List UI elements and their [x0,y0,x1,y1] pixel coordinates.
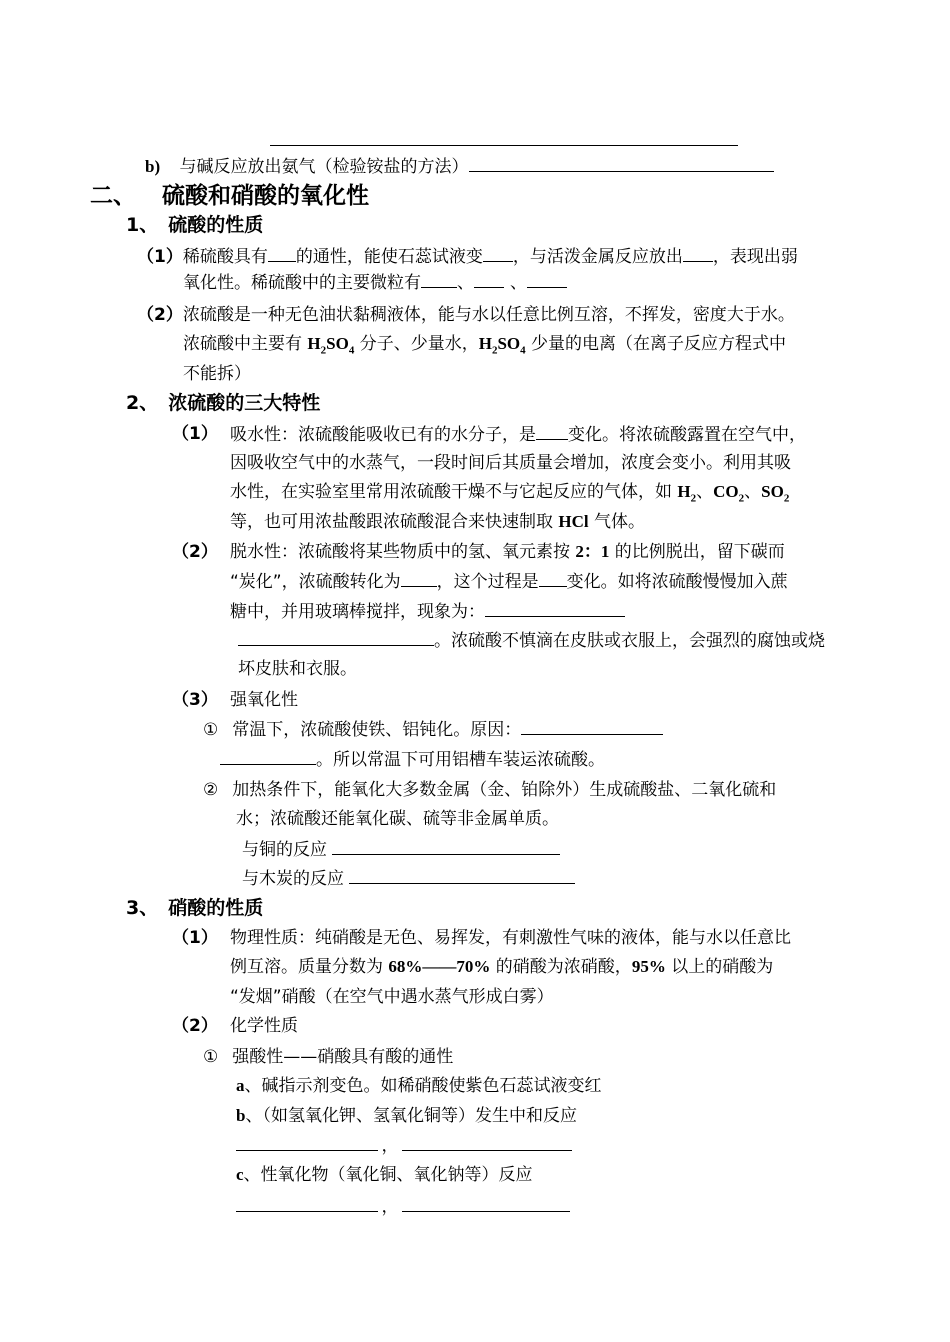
item-a-label: a [236,1076,245,1095]
blank-particle-1[interactable] [421,270,457,288]
s2-p1-text-b: 变化。将浓硫酸露置在空气中， [568,425,806,445]
s1-p2-text-3: 不能拆） [183,364,251,384]
s2-p2-line2 [230,569,788,594]
s1-p1-text-d: ，表现出弱 [712,247,798,267]
s3-p2-i1-title-line [203,1045,453,1069]
neutralization-blanks-line: ， [236,1133,572,1158]
s1-title: 硫酸的性质 [168,214,264,236]
s2-title: 浓硫酸的三大特性 [168,392,321,414]
s2-p2-line5: 坏皮肤和衣服。 [238,659,357,679]
circled-one-nitric: ① [203,1047,219,1067]
section2-title: 硫酸和硝酸的氧化性 [162,183,369,209]
s1-p1-text-b: 的通性，能使石蕊试液变 [295,247,483,267]
s2-p2-line4 [238,628,825,653]
circled-two: ② [203,780,219,800]
s2-p1-text-a: 吸水性：浓硫酸能吸收已有的水分子，是 [230,425,536,445]
s2-p1-text-d: 等，也可用浓盐酸跟浓硫酸混合来快速制取 [230,512,559,532]
item-a-text: 、碱指示剂变色。如稀硝酸使紫色石蕊试液变红 [244,1076,602,1096]
s1-p1-line1 [137,244,798,269]
blank-passivation-reason-1[interactable] [521,717,663,735]
s2-p2-label: （2） [172,542,218,562]
pct-68-70: 68%——70% [388,957,491,976]
s1-p1-line2 [183,270,567,295]
blank-neutralization-2[interactable] [402,1133,572,1151]
s2-p2-text-e: 变化。如将浓硫酸慢慢加入蔗 [566,572,788,592]
item-c-text: 、性氧化物（氧化铜、氧化钠等）反应 [243,1165,533,1185]
s3-p1-text-d: 以上的硝酸为 [665,957,774,977]
formula-h2so4-1: $H_2SO_4$ [307,334,355,357]
s2-number: 2、 [126,392,159,414]
s3-p2-title: 化学性质 [230,1016,298,1036]
blank-particle-2[interactable] [474,270,504,288]
s2-p1-text-c: 水性，在实验室里常用浓硫酸干燥不与它起反应的气体，如 [230,482,678,502]
s2-p1-label: （1） [172,424,218,444]
s1-p2-line3 [183,362,251,386]
formula-h2: $H_2$ [677,482,697,505]
blank-litmus-color[interactable] [483,244,513,262]
blank-change-type-2[interactable] [539,569,567,587]
section2-heading [90,181,369,211]
item-c-label: c [236,1165,244,1184]
s2-p3-label: （3） [172,690,218,710]
blank-particle-3[interactable] [527,270,567,288]
carbon-reaction-line [242,866,575,891]
s1-p2-text-b: 分子、少量水， [354,334,479,354]
s2-p3-title: 强氧化性 [230,690,298,710]
top-answer-line[interactable] [270,145,738,146]
s1-p1-text-c: ，与活泼金属反应放出 [512,247,683,267]
formula-h2so4-2: $H_2SO_4$ [478,334,526,357]
s1-p2-text-a: 浓硫酸中主要有 [183,334,308,354]
s2-p3-i2-line1 [203,778,776,802]
s2-p3-i1-line1 [203,717,663,742]
s3-p1-line3: “发烟”硝酸（在空气中遇水蒸气形成白雾） [230,987,554,1007]
s1-p1-text-a: 稀硫酸具有 [182,247,268,267]
item-a-line [236,1074,602,1098]
copper-reaction-line [242,837,560,862]
carbon-reaction-label: 与木炭的反应 [242,869,350,889]
s2-p2-line3 [230,599,625,624]
blank-converted-to[interactable] [401,569,437,587]
blank-neutralization-1[interactable] [236,1133,378,1151]
item-c-line [236,1163,533,1187]
s1-p1-text-e: 氧化性。稀硫酸中的主要微粒有 [183,273,421,293]
item-b-label-nitric: b [236,1106,246,1125]
item-b-label: b) [145,157,161,176]
s2-p1-text-e: 气体。 [588,512,646,532]
formula-co2: $CO_2$ [713,482,745,505]
strong-acid-title: 强酸性——硝酸具有酸的通性 [232,1047,454,1067]
s2-p1-line3: 水性，在实验室里常用浓硫酸干燥不与它起反应的气体，如 $H_2$、$CO_2$、$SO_2$ [230,482,790,505]
s3-title: 硝酸的性质 [168,897,264,919]
s2-heading [126,390,320,416]
item-b-line [236,1104,577,1128]
s2-p2-text-g: 。浓硫酸不慎滴在皮肤或衣服上，会强烈的腐蚀或烧 [434,631,825,651]
s1-number: 1、 [126,214,159,236]
oxide-blanks-line: ， [236,1194,570,1219]
blank-change-type-1[interactable] [536,422,568,440]
s2-p2-text-b: 的比例脱出，留下碳而 [609,542,785,562]
line-b-ammonia [145,154,774,179]
aluminum-tanker-text: 。所以常温下可用铝槽车装运浓硫酸。 [316,750,605,770]
s2-p2-text-a: 脱水性：浓硫酸将某些物质中的氢、氧元素按 [230,542,576,562]
blank-oxide-1[interactable] [236,1194,378,1212]
s2-p2-text-c: “炭化”，浓硫酸转化为 [230,572,401,592]
s2-p3-i1-line2 [220,747,605,772]
pct-95: 95% [631,957,666,976]
copper-reaction-label: 与铜的反应 [242,840,333,860]
blank-general-acid[interactable] [268,244,296,262]
s2-p1-line1 [230,422,806,447]
blank-oxide-2[interactable] [402,1194,570,1212]
sep-1: 、 [457,273,474,293]
s2-p2-line1 [230,540,785,564]
item-b-text: 与碱反应放出氨气（检验铵盐的方法） [179,157,469,177]
s1-p2-text-1: 浓硫酸是一种无色油状黏稠液体，能与水以任意比例互溶，不挥发，密度大于水。 [182,305,795,325]
s2-p1-line4 [230,510,645,534]
s1-p2-line1 [137,303,795,327]
blank-phenomenon-1[interactable] [485,599,625,617]
s1-p1-label: （1） [137,247,183,267]
s1-heading [126,212,263,238]
s3-number: 3、 [126,897,159,919]
formula-so2: $SO_2$ [761,482,790,505]
section2-number: 二、 [90,183,136,209]
s3-p1-text-c: 的硝酸为浓硝酸， [490,957,632,977]
s3-p1-text-b: 例互溶。质量分数为 [230,957,389,977]
s2-p2-text-d: ，这个过程是 [436,572,539,592]
blank-phenomenon-2[interactable] [238,628,434,646]
blank-passivation-reason-2[interactable] [220,747,316,765]
s1-p2-text-c: 少量的电离（在离子反应方程式中 [525,334,787,354]
s2-p3-i2-line2: 水；浓硫酸还能氧化碳、硫等非金属单质。 [236,809,559,829]
s3-p1-line2 [230,955,773,979]
formula-hcl: HCl [558,512,589,531]
heating-text: 加热条件下，能氧化大多数金属（金、铂除外）生成硫酸盐、二氧化硫和 [232,780,777,800]
s1-p2-label: （2） [137,305,183,325]
s2-p1-line2: 因吸收空气中的水蒸气，一段时间后其质量会增加，浓度会变小。利用其吸 [230,453,791,473]
ammonia-answer-blank[interactable] [469,154,774,172]
s3-p1-label: （1） [172,928,218,948]
blank-gas-released[interactable] [683,244,713,262]
sep-2: 、 [510,273,527,293]
s3-p1-line1: 物理性质：纯硝酸是无色、易挥发，有刺激性气味的液体，能与水以任意比 [230,928,791,948]
s3-p2-label: （2） [172,1016,218,1036]
s2-p2-text-f: 糖中，并用玻璃棒搅拌，现象为： [230,602,485,622]
blank-copper-equation[interactable] [332,837,560,855]
passivation-text: 常温下，浓硫酸使铁、铝钝化。原因： [232,720,522,740]
s1-p2-line2 [183,332,786,356]
blank-carbon-equation[interactable] [349,866,575,884]
item-b-text-nitric: 、（如氢氧化钾、氢氧化铜等）发生中和反应 [245,1106,577,1126]
circled-one: ① [203,720,219,740]
s3-heading [126,895,263,921]
ratio-2-1: 2：1 [575,542,610,561]
